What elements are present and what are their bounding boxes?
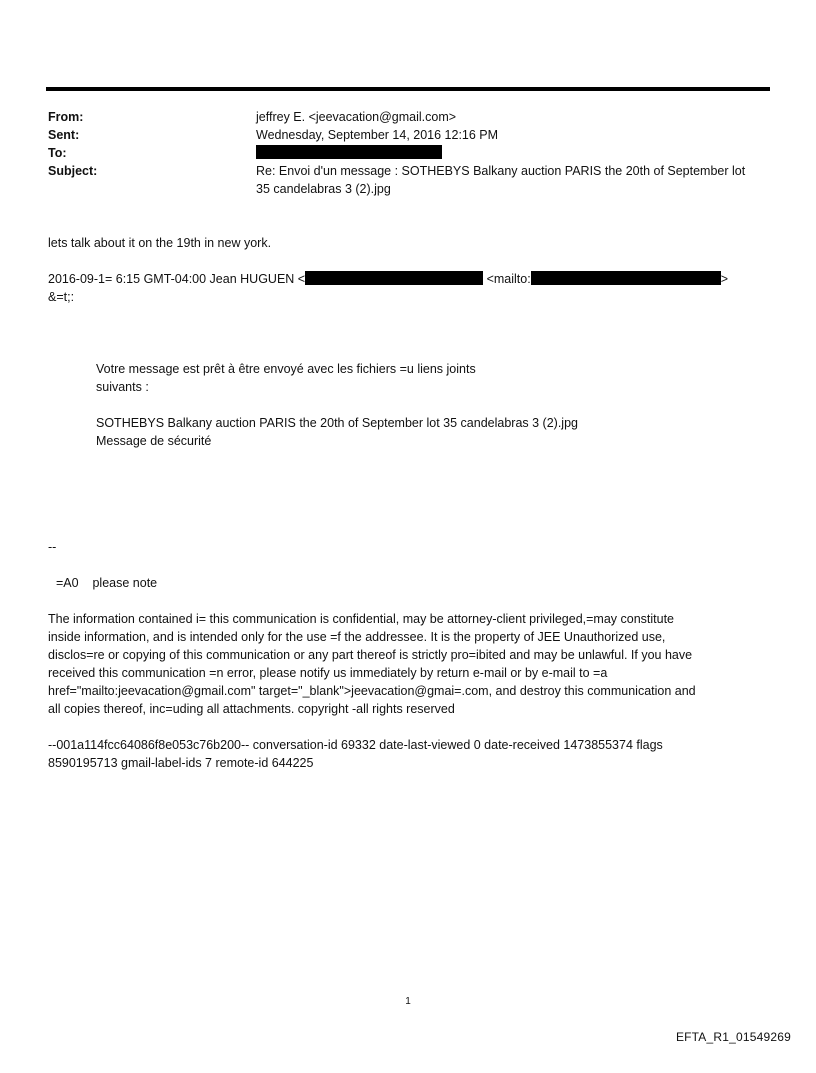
reply-text: lets talk about it on the 19th in new york. [48, 236, 272, 250]
quote-line-1a: 2016-09-1= 6:15 GMT-04:00 Jean HUGUEN < [48, 272, 306, 286]
quote-line-2: &=t;: [48, 290, 75, 304]
from-value: jeffrey E. <jeevacation@gmail.com> [256, 110, 457, 124]
to-label: To: [48, 146, 67, 160]
subject-value [256, 162, 768, 198]
metadata-line: --001a114fcc64086f8e053c76b200-- conversation-id 69332 date-last-viewed 0 date-received 1473855374 flags [48, 738, 663, 752]
fwd-line-1: Votre message est prêt à être envoyé avec les fichiers =u liens joints [96, 362, 476, 376]
page-number: 1 [405, 996, 411, 1007]
sent-row [48, 126, 768, 144]
disclaimer-line: The information contained i= this communication is confidential, may be attorney-client privileged,=may constitute [48, 612, 675, 626]
disclaimer [48, 610, 770, 718]
from-row [48, 108, 768, 126]
to-row [48, 144, 768, 162]
disclaimer-line: all copies thereof, inc=uding all attachments. copyright -all rights reserved [48, 702, 455, 716]
fwd-security: Message de sécurité [96, 434, 212, 448]
sent-label: Sent: [48, 128, 80, 142]
redaction-bar [531, 271, 721, 285]
quote-line-1c: > [720, 272, 729, 286]
fwd-attachment: SOTHEBYS Balkany auction PARIS the 20th of September lot 35 candelabras 3 (2).jpg [96, 416, 578, 430]
signature-note: =A0 please note [56, 576, 158, 590]
subject-line-2: 35 candelabras 3 (2).jpg [256, 182, 391, 196]
disclaimer-line: href="mailto:jeevacation@gmail.com" target="_blank">jeevacation@gmai=.com, and destroy this communication and [48, 684, 696, 698]
email-header [48, 108, 768, 198]
to-value [256, 144, 768, 162]
subject-label: Subject: [48, 164, 98, 178]
quote-line-1b: <mailto: [486, 272, 531, 286]
disclaimer-line: disclos=re or copying of this communication or any part thereof is strictly pro=ibited and may be unlawful. If you have [48, 648, 693, 662]
sent-value: Wednesday, September 14, 2016 12:16 PM [256, 128, 499, 142]
fwd-line-2: suivants : [96, 380, 149, 394]
header-rule [46, 87, 770, 91]
document-id: EFTA_R1_01549269 [675, 1030, 791, 1044]
redaction-bar [256, 145, 442, 159]
disclaimer-line: inside information, and is intended only for the use =f the addressee. It is the property of JEE Unauthorized use, [48, 630, 666, 644]
quote-header [48, 270, 770, 306]
forwarded-message [96, 360, 756, 450]
redaction-bar [305, 271, 483, 285]
from-label: From: [48, 110, 84, 124]
subject-line-1: Re: Envoi d'un message : SOTHEBYS Balkany auction PARIS the 20th of September lot [256, 164, 746, 178]
metadata-line: 8590195713 gmail-label-ids 7 remote-id 644225 [48, 756, 314, 770]
disclaimer-line: received this communication =n error, please notify us immediately by return e-mail or by e-mail to =a [48, 666, 608, 680]
signature-dash: -- [48, 540, 57, 554]
message-metadata [48, 736, 770, 772]
subject-row [48, 162, 768, 198]
